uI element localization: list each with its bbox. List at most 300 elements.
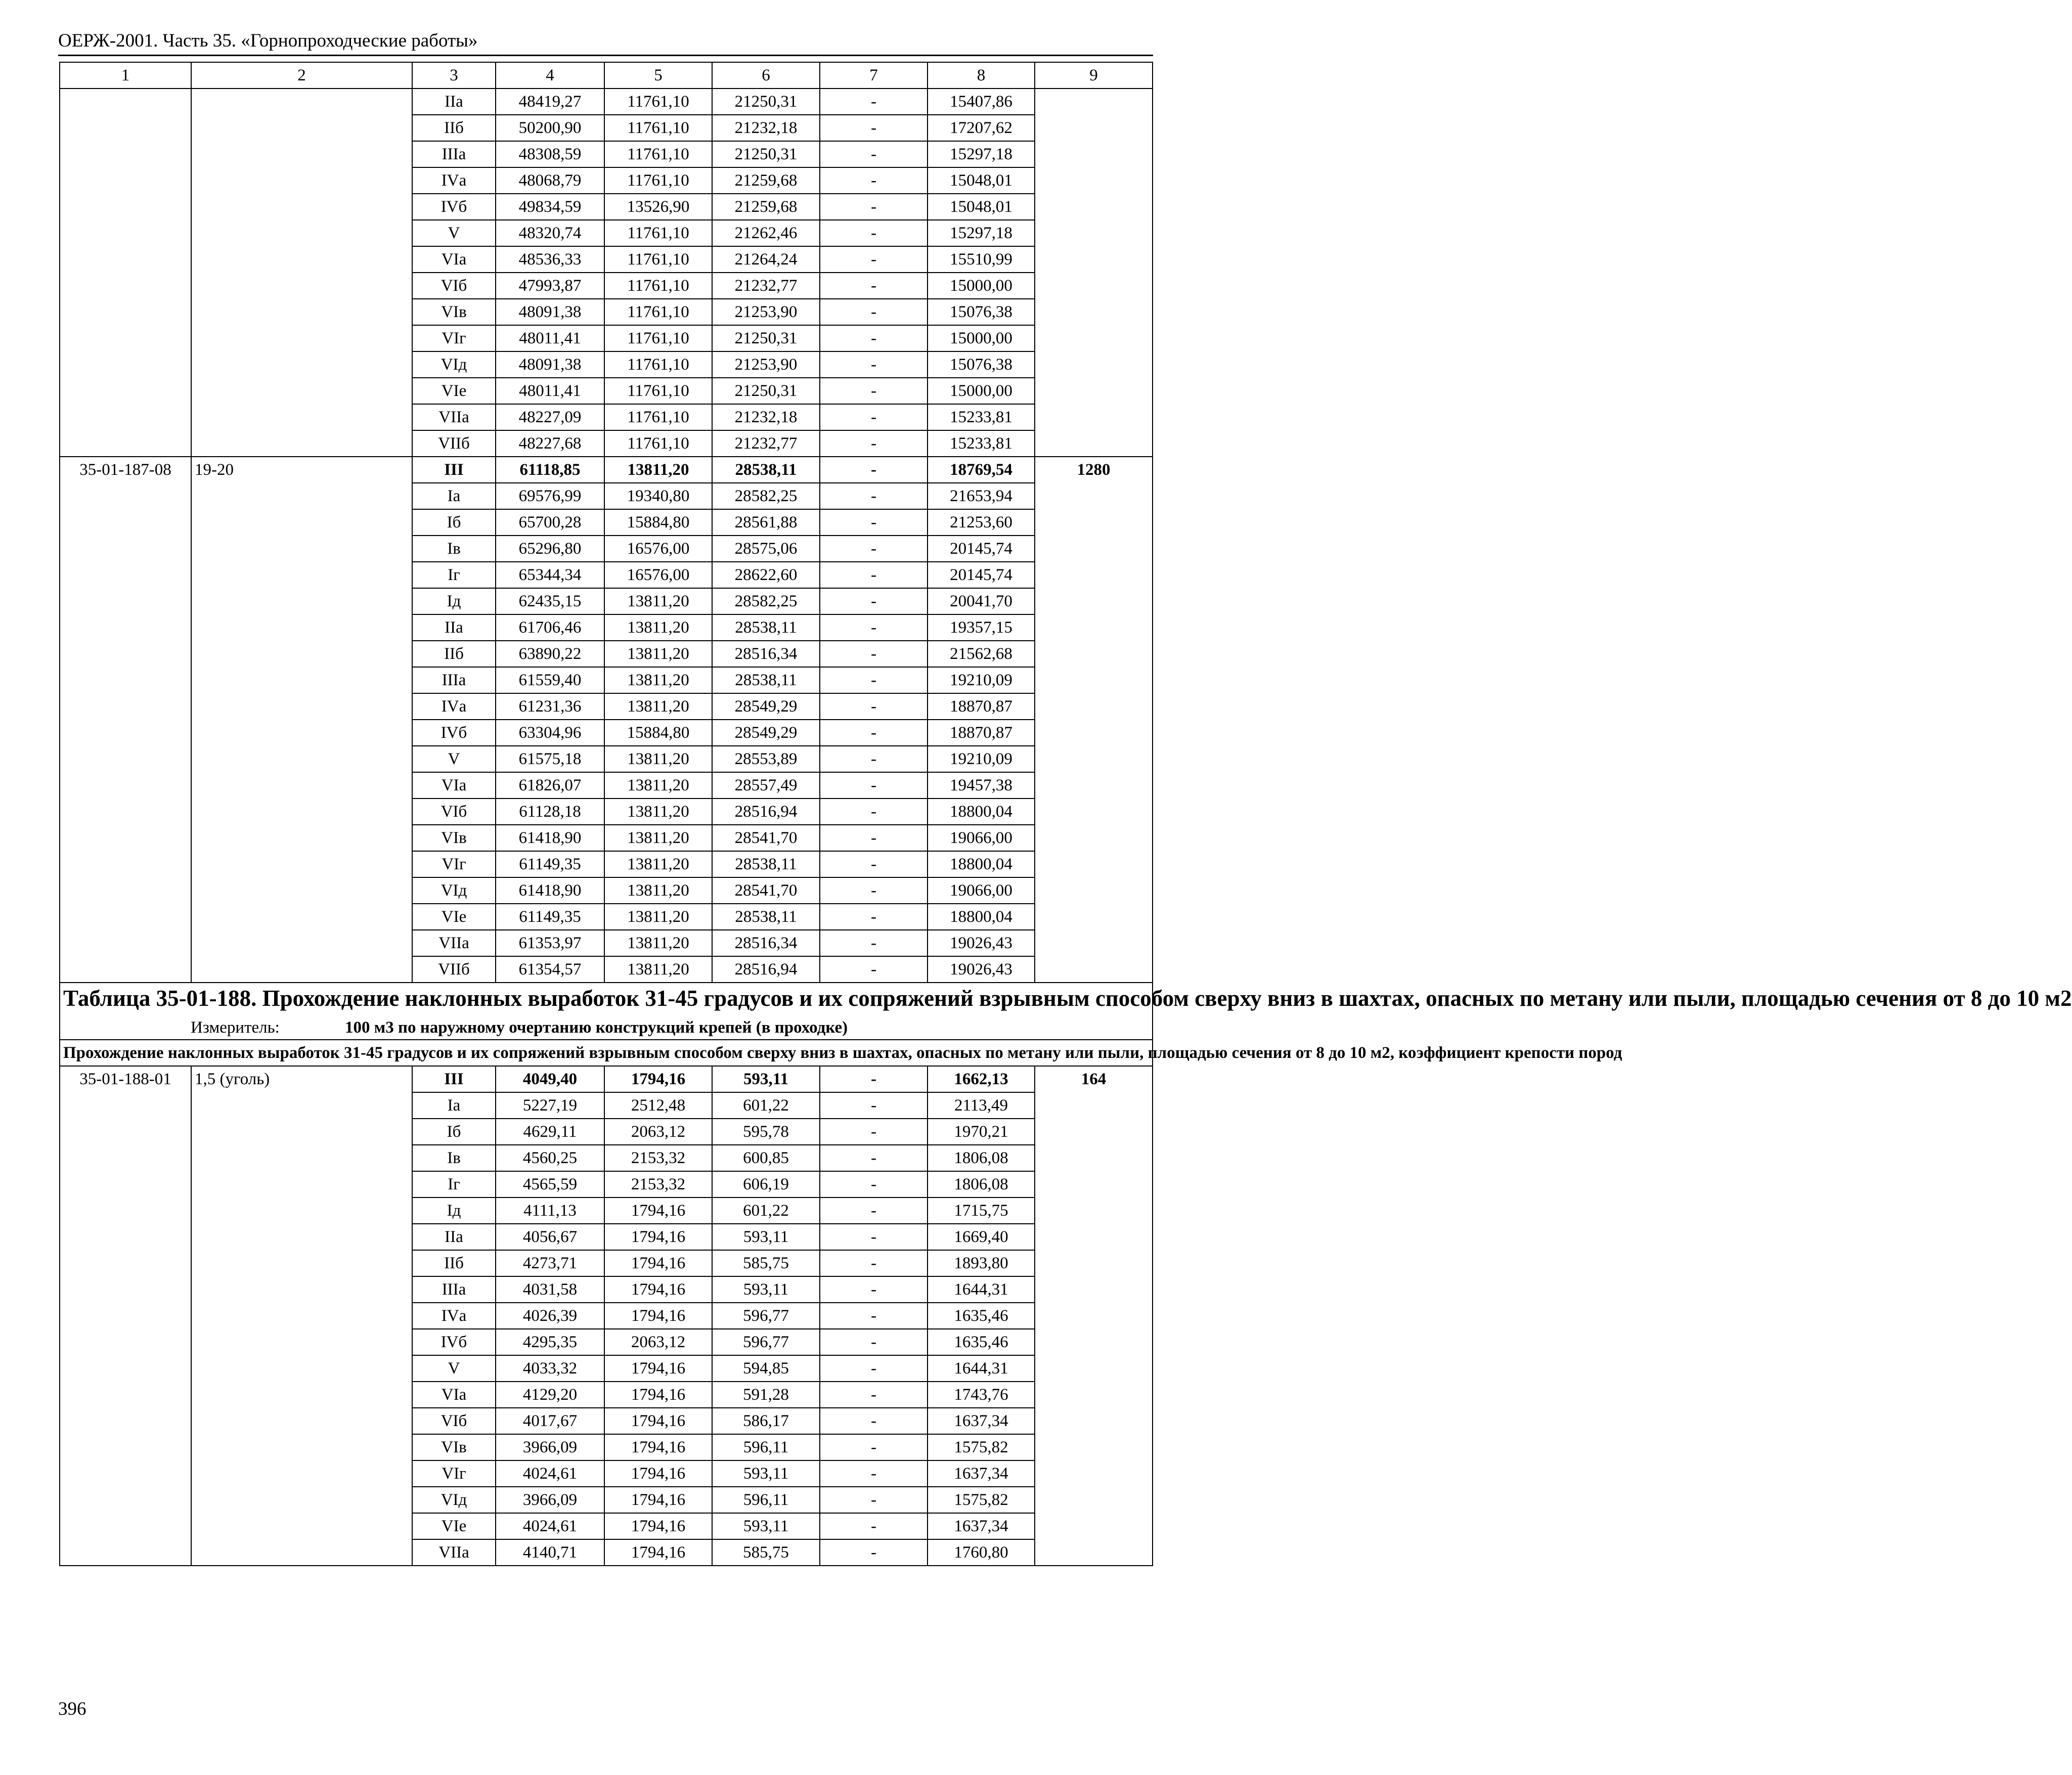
cost-machines: 21264,24 (712, 246, 820, 273)
cost-machines: 28538,11 (712, 851, 820, 877)
cost-wages: 13811,20 (604, 851, 712, 877)
row-group-code: V (412, 1355, 496, 1382)
cost-total: 61128,18 (496, 798, 604, 825)
cost-total: 4024,61 (496, 1460, 604, 1487)
cost-drivers: - (820, 1171, 928, 1197)
row-group-code: VIе (412, 904, 496, 930)
cost-materials: 1806,08 (928, 1145, 1035, 1171)
cost-drivers: - (820, 956, 928, 983)
cost-wages: 13811,20 (604, 930, 712, 956)
cost-machines: 601,22 (712, 1197, 820, 1224)
row-group-code: Iг (412, 562, 496, 588)
cost-wages: 13811,20 (604, 667, 712, 693)
cost-total: 4140,71 (496, 1539, 604, 1566)
cost-total: 65700,28 (496, 509, 604, 536)
cost-wages: 15884,80 (604, 509, 712, 536)
cost-total: 47993,87 (496, 273, 604, 299)
cost-machines: 593,11 (712, 1224, 820, 1250)
cost-total: 3966,09 (496, 1434, 604, 1460)
cost-materials: 15407,86 (928, 88, 1035, 115)
cost-machines: 28516,34 (712, 641, 820, 667)
cost-materials: 18800,04 (928, 851, 1035, 877)
cost-wages: 13811,20 (604, 457, 712, 483)
table-row-main (60, 457, 1153, 483)
row-group-code: VIб (412, 273, 496, 299)
cost-machines: 28538,11 (712, 614, 820, 641)
cost-wages: 16576,00 (604, 562, 712, 588)
cost-materials: 15048,01 (928, 194, 1035, 220)
row-group-code: VIв (412, 1434, 496, 1460)
cost-total: 4056,67 (496, 1224, 604, 1250)
cost-machines: 21250,31 (712, 141, 820, 167)
row-group-code: Iа (412, 1092, 496, 1119)
cost-machines: 591,28 (712, 1382, 820, 1408)
cost-wages: 1794,16 (604, 1487, 712, 1513)
estimate-table (59, 62, 2072, 1566)
row-group-code: Iг (412, 1171, 496, 1197)
cost-machines: 606,19 (712, 1171, 820, 1197)
row-group-code: VIе (412, 1513, 496, 1539)
cost-total: 48068,79 (496, 167, 604, 194)
cost-materials: 15076,38 (928, 299, 1035, 325)
row-group-code: VIв (412, 825, 496, 851)
cost-total: 48320,74 (496, 220, 604, 246)
cost-drivers: - (820, 220, 928, 246)
cost-machines: 596,77 (712, 1329, 820, 1355)
cost-drivers: - (820, 1145, 928, 1171)
cost-machines: 28582,25 (712, 483, 820, 509)
cost-drivers: - (820, 167, 928, 194)
cost-total: 61231,36 (496, 693, 604, 720)
cost-total: 65296,80 (496, 536, 604, 562)
cost-machines: 21232,77 (712, 273, 820, 299)
cost-drivers: - (820, 273, 928, 299)
cost-materials: 20041,70 (928, 588, 1035, 614)
row-group-code: Iв (412, 1145, 496, 1171)
cost-machines: 593,11 (712, 1513, 820, 1539)
cost-machines: 28549,29 (712, 720, 820, 746)
column-number: 6 (712, 62, 820, 88)
row-group-code: IIIа (412, 1276, 496, 1303)
cost-materials: 1644,31 (928, 1355, 1035, 1382)
row-group-code: IIб (412, 1250, 496, 1276)
cost-wages: 1794,16 (604, 1539, 712, 1566)
cost-materials: 1970,21 (928, 1119, 1035, 1145)
cost-materials: 21562,68 (928, 641, 1035, 667)
row-group-code: VIе (412, 378, 496, 404)
cost-drivers: - (820, 1434, 928, 1460)
cost-wages: 11761,10 (604, 430, 712, 457)
cost-total: 4017,67 (496, 1408, 604, 1434)
cost-total: 49834,59 (496, 194, 604, 220)
cost-wages: 1794,16 (604, 1250, 712, 1276)
cost-drivers: - (820, 1408, 928, 1434)
cost-wages: 1794,16 (604, 1382, 712, 1408)
row-group-code: VIа (412, 772, 496, 798)
column-number: 2 (191, 62, 412, 88)
work-name: 19-20 (191, 457, 412, 983)
column-number: 1 (60, 62, 191, 88)
cost-materials: 18800,04 (928, 798, 1035, 825)
row-group-code: Iд (412, 588, 496, 614)
cost-wages: 2063,12 (604, 1119, 712, 1145)
page-number: 396 (58, 1699, 86, 1719)
cost-drivers: - (820, 1276, 928, 1303)
cost-materials: 15000,00 (928, 325, 1035, 351)
cost-materials: 19210,09 (928, 667, 1035, 693)
cost-machines: 28516,94 (712, 798, 820, 825)
cost-materials: 1760,80 (928, 1539, 1035, 1566)
cost-materials: 19457,38 (928, 772, 1035, 798)
cost-materials: 2113,49 (928, 1092, 1035, 1119)
cost-wages: 11761,10 (604, 115, 712, 141)
row-group-code: III (412, 457, 496, 483)
cost-total: 62435,15 (496, 588, 604, 614)
cost-total: 48011,41 (496, 378, 604, 404)
table-row (60, 88, 1153, 115)
column-number: 4 (496, 62, 604, 88)
cost-drivers: - (820, 562, 928, 588)
cost-materials: 21653,94 (928, 483, 1035, 509)
cost-drivers: - (820, 536, 928, 562)
cost-materials: 15297,18 (928, 220, 1035, 246)
cost-materials: 18800,04 (928, 904, 1035, 930)
cost-materials: 1669,40 (928, 1224, 1035, 1250)
cost-total: 61353,97 (496, 930, 604, 956)
cost-materials: 19357,15 (928, 614, 1035, 641)
row-group-code: VIа (412, 1382, 496, 1408)
cost-wages: 13811,20 (604, 904, 712, 930)
cost-machines: 585,75 (712, 1539, 820, 1566)
cost-materials: 17207,62 (928, 115, 1035, 141)
cost-drivers: - (820, 483, 928, 509)
cost-materials: 15233,81 (928, 404, 1035, 430)
cost-wages: 13811,20 (604, 588, 712, 614)
cost-machines: 21250,31 (712, 325, 820, 351)
cost-drivers: - (820, 351, 928, 378)
cost-wages: 2063,12 (604, 1329, 712, 1355)
cost-total: 4031,58 (496, 1276, 604, 1303)
row-group-code: IVб (412, 720, 496, 746)
cost-materials: 1637,34 (928, 1460, 1035, 1487)
cost-machines: 596,11 (712, 1487, 820, 1513)
cost-drivers: - (820, 1513, 928, 1539)
cost-drivers: - (820, 1303, 928, 1329)
cost-drivers: - (820, 930, 928, 956)
column-number: 3 (412, 62, 496, 88)
cost-wages: 11761,10 (604, 273, 712, 299)
cost-machines: 594,85 (712, 1355, 820, 1382)
cost-drivers: - (820, 509, 928, 536)
cost-total: 4049,40 (496, 1066, 604, 1092)
cost-machines: 21253,90 (712, 351, 820, 378)
cost-machines: 28541,70 (712, 877, 820, 904)
cost-drivers: - (820, 115, 928, 141)
table-title: Таблица 35-01-188. Прохождение наклонных выработок 31-45 градусов и их сопряжений взрывным способом сверху вниз в шахтах, опасных по метану или пыли, площадью сечения от 8 до 10 м2 (63, 986, 2072, 1011)
cost-drivers: - (820, 1487, 928, 1513)
cost-total: 5227,19 (496, 1092, 604, 1119)
cost-wages: 15884,80 (604, 720, 712, 746)
cost-materials: 20145,74 (928, 536, 1035, 562)
row-group-code: VIIа (412, 404, 496, 430)
measure-unit (63, 1016, 1149, 1039)
cost-machines: 21232,18 (712, 404, 820, 430)
cost-machines: 593,11 (712, 1066, 820, 1092)
cost-drivers: - (820, 1250, 928, 1276)
cost-wages: 1794,16 (604, 1066, 712, 1092)
cost-materials: 1575,82 (928, 1487, 1035, 1513)
cost-materials: 19026,43 (928, 930, 1035, 956)
cost-total: 4560,25 (496, 1145, 604, 1171)
cost-wages: 1794,16 (604, 1276, 712, 1303)
cost-total: 61418,90 (496, 877, 604, 904)
cost-wages: 1794,16 (604, 1197, 712, 1224)
row-group-code: IIб (412, 115, 496, 141)
labor-cell-empty (1035, 88, 1153, 457)
cost-wages: 1794,16 (604, 1513, 712, 1539)
column-number: 9 (1035, 62, 1153, 88)
cost-drivers: - (820, 1119, 928, 1145)
cost-wages: 1794,16 (604, 1303, 712, 1329)
row-group-code: VIIб (412, 430, 496, 457)
cost-drivers: - (820, 88, 928, 115)
cost-machines: 21253,90 (712, 299, 820, 325)
cost-total: 48308,59 (496, 141, 604, 167)
cost-total: 65344,34 (496, 562, 604, 588)
cost-machines: 28538,11 (712, 667, 820, 693)
cost-drivers: - (820, 1382, 928, 1408)
cost-drivers: - (820, 378, 928, 404)
cost-materials: 1743,76 (928, 1382, 1035, 1408)
cost-wages: 13811,20 (604, 772, 712, 798)
cost-materials: 21253,60 (928, 509, 1035, 536)
row-group-code: VIа (412, 246, 496, 273)
cost-wages: 13811,20 (604, 956, 712, 983)
row-group-code: IIб (412, 641, 496, 667)
cost-drivers: - (820, 1539, 928, 1566)
cost-total: 63890,22 (496, 641, 604, 667)
cost-wages: 13526,90 (604, 194, 712, 220)
cost-drivers: - (820, 404, 928, 430)
cost-total: 4273,71 (496, 1250, 604, 1276)
cost-total: 61706,46 (496, 614, 604, 641)
table-title-row (60, 983, 1153, 1040)
row-group-code: VIIа (412, 930, 496, 956)
row-group-code: IVб (412, 194, 496, 220)
cost-total: 4024,61 (496, 1513, 604, 1539)
cost-materials: 19066,00 (928, 877, 1035, 904)
cost-materials: 1644,31 (928, 1276, 1035, 1303)
cost-materials: 18870,87 (928, 720, 1035, 746)
cost-total: 61149,35 (496, 904, 604, 930)
table-description-row (60, 1040, 1153, 1066)
cost-machines: 21250,31 (712, 88, 820, 115)
measure-unit-value: 100 м3 по наружному очертанию конструкций крепей (в проходке) (345, 1018, 848, 1037)
cost-total: 61418,90 (496, 825, 604, 851)
row-group-code: IIIа (412, 667, 496, 693)
cost-machines: 601,22 (712, 1092, 820, 1119)
cost-machines: 585,75 (712, 1250, 820, 1276)
cost-machines: 586,17 (712, 1408, 820, 1434)
cost-drivers: - (820, 798, 928, 825)
row-group-code: VIIб (412, 956, 496, 983)
cost-drivers: - (820, 825, 928, 851)
cost-wages: 1794,16 (604, 1355, 712, 1382)
row-group-code: IIа (412, 88, 496, 115)
cost-materials: 1715,75 (928, 1197, 1035, 1224)
cost-materials: 15076,38 (928, 351, 1035, 378)
cost-total: 69576,99 (496, 483, 604, 509)
cost-materials: 20145,74 (928, 562, 1035, 588)
row-group-code: V (412, 746, 496, 772)
row-group-code: IIа (412, 614, 496, 641)
cost-machines: 596,11 (712, 1434, 820, 1460)
cost-materials: 15510,99 (928, 246, 1035, 273)
cost-wages: 13811,20 (604, 877, 712, 904)
row-group-code: VIб (412, 798, 496, 825)
cost-wages: 1794,16 (604, 1408, 712, 1434)
cost-machines: 28538,11 (712, 457, 820, 483)
cost-machines: 21262,46 (712, 220, 820, 246)
cost-machines: 28557,49 (712, 772, 820, 798)
cost-wages: 11761,10 (604, 325, 712, 351)
cost-machines: 28582,25 (712, 588, 820, 614)
cost-materials: 15233,81 (928, 430, 1035, 457)
cost-machines: 21259,68 (712, 194, 820, 220)
row-group-code: VIг (412, 1460, 496, 1487)
cost-drivers: - (820, 457, 928, 483)
row-group-code: VIд (412, 1487, 496, 1513)
cost-drivers: - (820, 641, 928, 667)
cost-materials: 1637,34 (928, 1408, 1035, 1434)
cost-drivers: - (820, 904, 928, 930)
cost-wages: 16576,00 (604, 536, 712, 562)
cost-materials: 1635,46 (928, 1329, 1035, 1355)
cost-drivers: - (820, 693, 928, 720)
cost-machines: 21259,68 (712, 167, 820, 194)
table-description: Прохождение наклонных выработок 31-45 градусов и их сопряжений взрывным способом сверху вниз в шахтах, опасных по метану или пыли, площадью сечения от 8 до 10 м2, коэффициент крепости пород (60, 1040, 1153, 1066)
cost-materials: 15000,00 (928, 378, 1035, 404)
cost-machines: 28516,34 (712, 930, 820, 956)
cost-drivers: - (820, 194, 928, 220)
cost-drivers: - (820, 877, 928, 904)
column-number-row (60, 62, 1153, 88)
cost-drivers: - (820, 851, 928, 877)
cost-materials: 1575,82 (928, 1434, 1035, 1460)
cost-wages: 11761,10 (604, 404, 712, 430)
cost-drivers: - (820, 614, 928, 641)
row-group-code: IVа (412, 167, 496, 194)
cost-wages: 13811,20 (604, 746, 712, 772)
table-title-cell (60, 983, 2072, 1040)
cost-drivers: - (820, 299, 928, 325)
cost-total: 48419,27 (496, 88, 604, 115)
row-group-code: IIа (412, 1224, 496, 1250)
labor-cost: 1280 (1035, 457, 1153, 983)
cost-drivers: - (820, 1355, 928, 1382)
cost-wages: 11761,10 (604, 167, 712, 194)
cost-total: 48091,38 (496, 299, 604, 325)
cost-drivers: - (820, 430, 928, 457)
row-group-code: Iб (412, 1119, 496, 1145)
cost-materials: 1806,08 (928, 1171, 1035, 1197)
cost-drivers: - (820, 1066, 928, 1092)
cost-wages: 13811,20 (604, 825, 712, 851)
cost-machines: 595,78 (712, 1119, 820, 1145)
cost-total: 48227,09 (496, 404, 604, 430)
cost-drivers: - (820, 667, 928, 693)
cost-wages: 1794,16 (604, 1224, 712, 1250)
cost-total: 4111,13 (496, 1197, 604, 1224)
cost-drivers: - (820, 246, 928, 273)
cost-drivers: - (820, 1092, 928, 1119)
cost-total: 4129,20 (496, 1382, 604, 1408)
cost-machines: 21232,18 (712, 115, 820, 141)
cost-total: 4565,59 (496, 1171, 604, 1197)
cost-drivers: - (820, 720, 928, 746)
cost-total: 4295,35 (496, 1329, 604, 1355)
cost-machines: 28549,29 (712, 693, 820, 720)
row-group-code: VIг (412, 325, 496, 351)
row-group-code: VIд (412, 351, 496, 378)
cost-drivers: - (820, 772, 928, 798)
cost-drivers: - (820, 325, 928, 351)
cost-machines: 596,77 (712, 1303, 820, 1329)
cost-total: 63304,96 (496, 720, 604, 746)
cost-total: 4026,39 (496, 1303, 604, 1329)
cost-materials: 1637,34 (928, 1513, 1035, 1539)
cost-wages: 11761,10 (604, 141, 712, 167)
cost-machines: 28538,11 (712, 904, 820, 930)
row-group-code: IVа (412, 1303, 496, 1329)
cost-materials: 15048,01 (928, 167, 1035, 194)
cost-wages: 19340,80 (604, 483, 712, 509)
cost-total: 61118,85 (496, 457, 604, 483)
row-group-code: IVб (412, 1329, 496, 1355)
table-row-main (60, 1066, 1153, 1092)
cost-machines: 28516,94 (712, 956, 820, 983)
cost-total: 4629,11 (496, 1119, 604, 1145)
cost-total: 50200,90 (496, 115, 604, 141)
column-number: 8 (928, 62, 1035, 88)
cost-machines: 28575,06 (712, 536, 820, 562)
cost-machines: 28553,89 (712, 746, 820, 772)
cost-total: 4033,32 (496, 1355, 604, 1382)
cost-total: 61149,35 (496, 851, 604, 877)
row-group-code: Iа (412, 483, 496, 509)
estimate-code: 35-01-188-01 (60, 1066, 191, 1566)
cost-materials: 1662,13 (928, 1066, 1035, 1092)
row-group-code: VIд (412, 877, 496, 904)
row-group-code: IIIа (412, 141, 496, 167)
column-number: 5 (604, 62, 712, 88)
cost-wages: 13811,20 (604, 641, 712, 667)
row-group-code: Iд (412, 1197, 496, 1224)
cost-materials: 1893,80 (928, 1250, 1035, 1276)
work-name: 1,5 (уголь) (191, 1066, 412, 1566)
cost-machines: 600,85 (712, 1145, 820, 1171)
labor-cost: 164 (1035, 1066, 1153, 1566)
cost-total: 48011,41 (496, 325, 604, 351)
cost-machines: 593,11 (712, 1460, 820, 1487)
cost-materials: 1635,46 (928, 1303, 1035, 1329)
cost-materials: 15297,18 (928, 141, 1035, 167)
cost-materials: 19026,43 (928, 956, 1035, 983)
cost-drivers: - (820, 1329, 928, 1355)
name-cell-empty (191, 88, 412, 457)
running-header: ОЕРЖ-2001. Часть 35. «Горнопроходческие работы» (58, 30, 478, 51)
cost-total: 61575,18 (496, 746, 604, 772)
